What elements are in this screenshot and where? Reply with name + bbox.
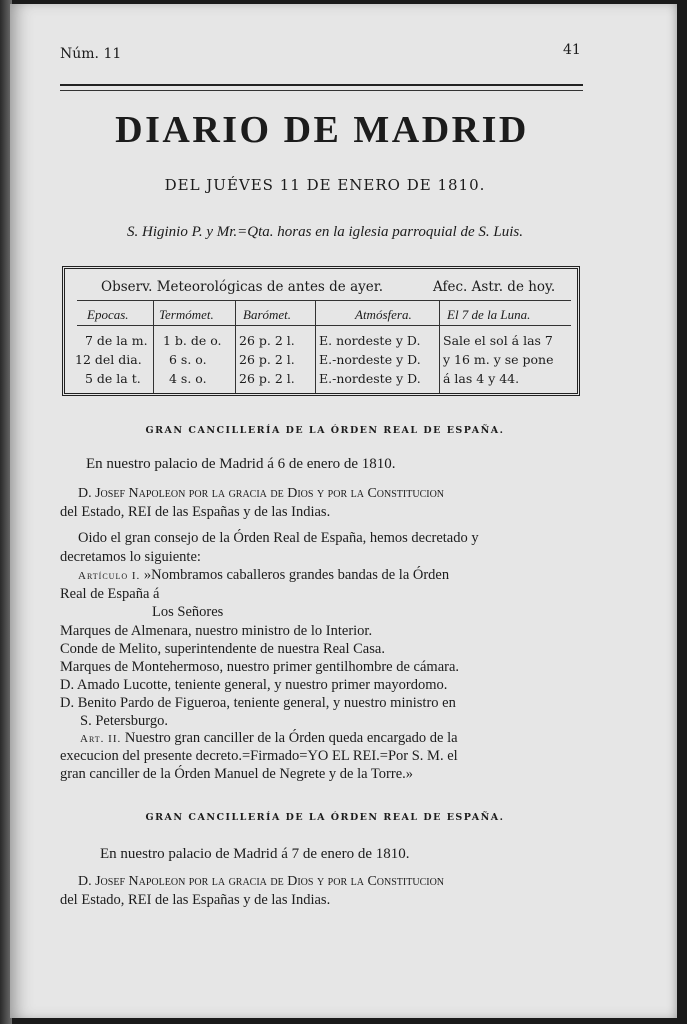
paragraph-line: execucion del presente decreto.=Firmado=YO EL REI.=Por S. M. el xyxy=(60,748,458,764)
meteo-cell: Sale el sol á las 7 xyxy=(443,333,553,348)
meteo-cell: y 16 m. y se pone xyxy=(443,352,554,367)
meteo-col-divider xyxy=(235,301,236,393)
meteo-col-divider xyxy=(439,301,440,393)
meteo-cell: E.-nordeste y D. xyxy=(319,371,421,386)
article-label: Art. II. xyxy=(80,733,122,745)
meteo-title-right: Afec. Astr. de hoy. xyxy=(433,279,556,295)
paragraph-line: decretamos lo siguiente: xyxy=(60,549,201,565)
article-text: »Nombramos caballeros grandes bandas de la Órden xyxy=(143,567,450,583)
meteo-cell: 26 p. 2 l. xyxy=(239,352,295,367)
dateline: DEL JUÉVES 11 DE ENERO DE 1810. xyxy=(164,176,486,194)
decree-heading-line: D. Josef Napoleon por la gracia de Dios y por la Constitucion xyxy=(78,874,445,889)
list-item: S. Petersburgo. xyxy=(80,713,168,729)
meteo-cell: E. nordeste y D. xyxy=(319,333,421,348)
decree-heading-line: del Estado, REI de las Españas y de las Indias. xyxy=(60,504,331,520)
meteo-cell: 26 p. 2 l. xyxy=(239,333,295,348)
meteo-cell: á las 4 y 44. xyxy=(443,371,520,386)
paragraph-line: Real de España á xyxy=(60,586,160,602)
paragraph-line: gran canciller de la Órden Manuel de Negrete y de la Torre.» xyxy=(60,766,413,782)
meteo-col-divider xyxy=(315,301,316,393)
meteo-cell: 12 del dia. xyxy=(75,352,142,367)
page-number: 41 xyxy=(563,42,581,58)
article-line xyxy=(78,567,449,584)
section-heading: GRAN CANCILLERÍA DE LA ÓRDEN REAL DE ESPAÑA. xyxy=(145,425,505,436)
saint-of-day: S. Higinio P. y Mr.=Qta. horas en la iglesia parroquial de S. Luis. xyxy=(127,224,523,240)
meteo-col-divider xyxy=(153,301,154,393)
article-text: Nuestro gran canciller de la Órden queda encargado de la xyxy=(124,730,458,746)
meteo-cell: 4 s. o. xyxy=(169,371,207,386)
meteo-rule-header xyxy=(77,325,571,326)
meteo-header: Barómet. xyxy=(243,307,292,322)
meteorological-table xyxy=(62,266,580,396)
article-label: Artículo I. xyxy=(78,570,141,582)
decree-place-date: En nuestro palacio de Madrid á 7 de enero de 1810. xyxy=(100,846,410,862)
decree-heading-line: del Estado, REI de las Españas y de las Indias. xyxy=(60,892,331,908)
issue-number: Núm. 11 xyxy=(60,46,122,62)
list-item: Conde de Melito, superintendente de nuestra Real Casa. xyxy=(60,641,385,657)
decree-heading-line: D. Josef Napoleon por la gracia de Dios y por la Constitucion xyxy=(78,486,445,501)
list-item: D. Amado Lucotte, teniente general, y nuestro primer mayordomo. xyxy=(60,677,448,693)
list-item: D. Benito Pardo de Figueroa, teniente general, y nuestro ministro en xyxy=(60,695,456,711)
meteo-header: Termómet. xyxy=(159,307,214,322)
meteo-cell: E.-nordeste y D. xyxy=(319,352,421,367)
meteo-header: El 7 de la Luna. xyxy=(447,307,531,322)
meteo-cell: 5 de la t. xyxy=(85,371,141,386)
meteo-cell: 6 s. o. xyxy=(169,352,207,367)
section-heading: GRAN CANCILLERÍA DE LA ÓRDEN REAL DE ESPAÑA. xyxy=(145,812,505,823)
decree-place-date: En nuestro palacio de Madrid á 6 de enero de 1810. xyxy=(86,456,396,472)
meteo-cell: 1 b. de o. xyxy=(163,333,222,348)
meteo-rule-top xyxy=(77,300,571,301)
meteo-header: Epocas. xyxy=(87,307,129,322)
meteo-cell: 7 de la m. xyxy=(85,333,148,348)
header-rule-thick xyxy=(60,84,583,86)
article-line xyxy=(80,730,458,747)
header-rule-thin xyxy=(60,90,583,91)
paragraph-line: Oido el gran consejo de la Órden Real de España, hemos decretado y xyxy=(78,530,479,546)
meteo-title-left: Observ. Meteorológicas de antes de ayer. xyxy=(101,279,384,295)
senores-line: Los Señores xyxy=(152,604,224,620)
list-item: Marques de Montehermoso, nuestro primer gentilhombre de cámara. xyxy=(60,659,460,675)
masthead-title: DIARIO DE MADRID xyxy=(115,109,529,151)
meteo-header: Atmósfera. xyxy=(355,307,412,322)
meteo-cell: 26 p. 2 l. xyxy=(239,371,295,386)
list-item: Marques de Almenara, nuestro ministro de lo Interior. xyxy=(60,623,373,639)
